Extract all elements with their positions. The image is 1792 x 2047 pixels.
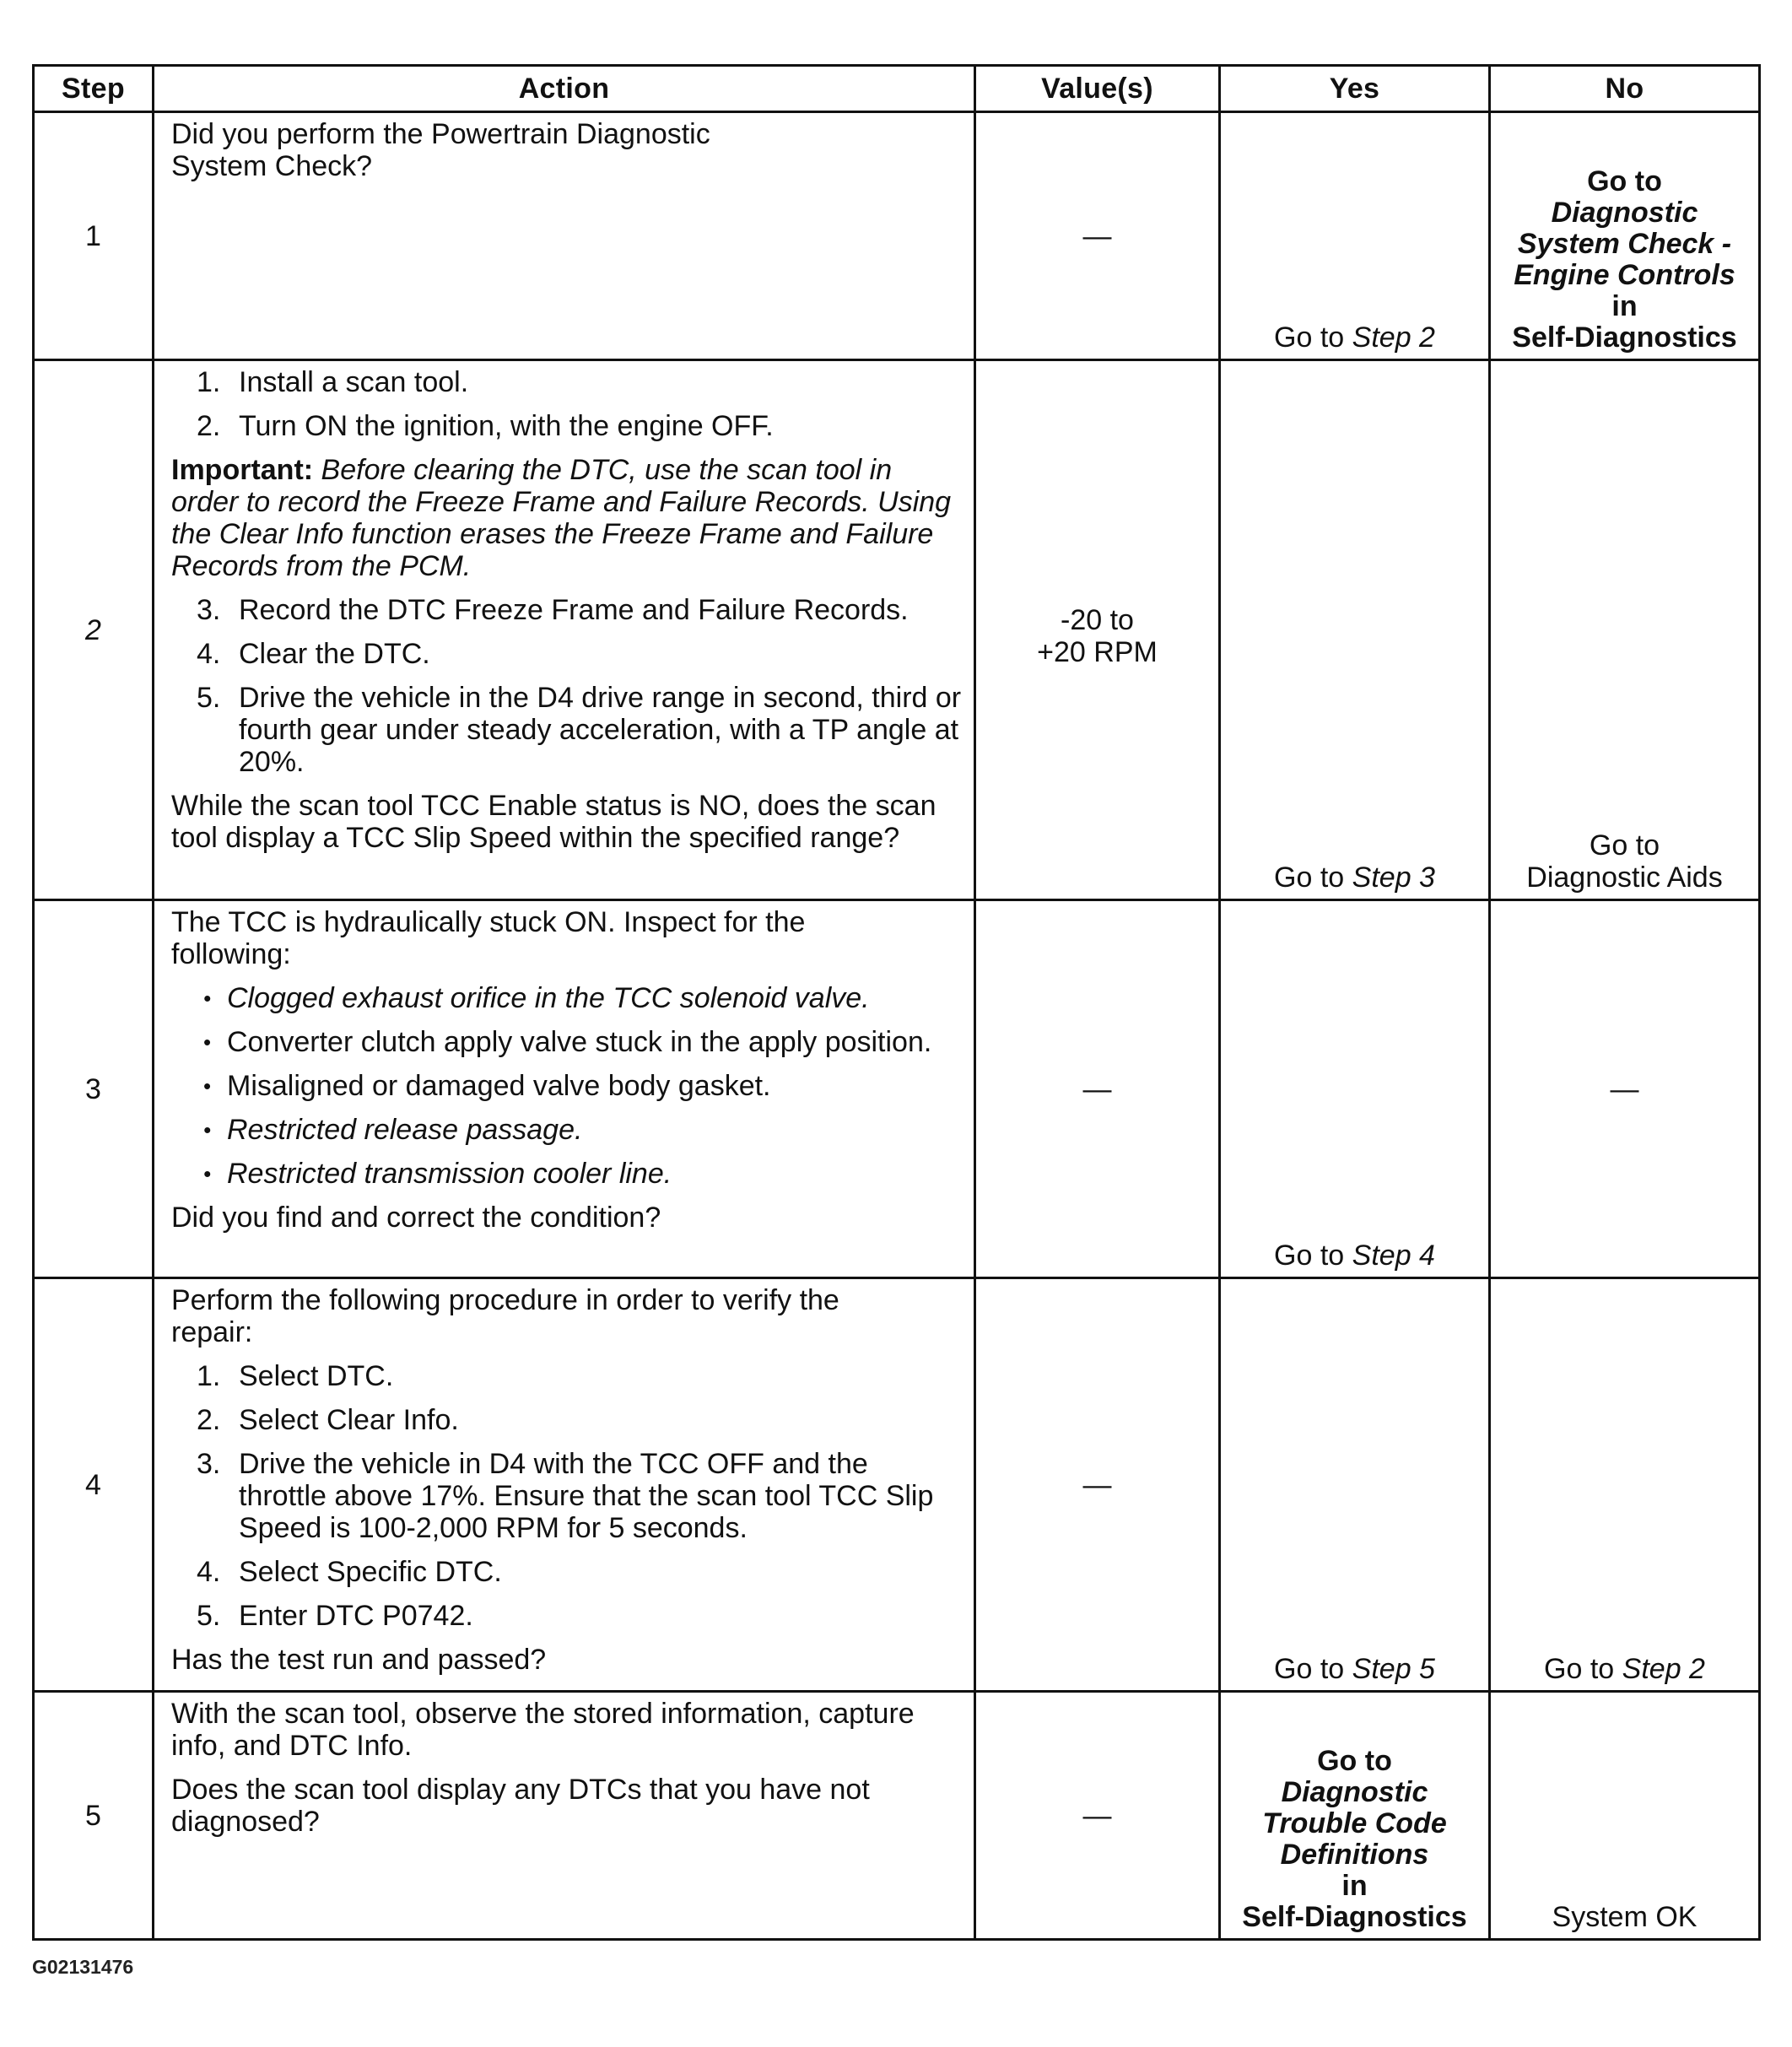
- yes-reference[interactable]: [1221, 1746, 1488, 1933]
- action-cell: [154, 1278, 975, 1692]
- no-step-link[interactable]: Step 2: [1622, 1653, 1705, 1685]
- step-number: 3: [34, 900, 154, 1278]
- yes-step-link[interactable]: Step 2: [1352, 321, 1435, 354]
- no-cell: [1490, 112, 1760, 360]
- yes-step-link[interactable]: Step 3: [1352, 861, 1435, 894]
- no-prefix: Go to: [1544, 1653, 1615, 1685]
- no-ref-line: Self-Diagnostics: [1512, 321, 1737, 354]
- figure-id: G02131476: [32, 1956, 134, 1978]
- no-cell: [1490, 900, 1760, 1278]
- no-cell: [1490, 1278, 1760, 1692]
- yes-prefix: Go to: [1274, 1653, 1345, 1685]
- action-text: The TCC is hydraulically stuck ON. Inspect for the following:: [171, 906, 806, 970]
- list-item: 2. Select Clear Info.: [197, 1404, 459, 1436]
- no-result: System OK: [1552, 1901, 1698, 1933]
- action-cell: [154, 1692, 975, 1940]
- numbered-list: [171, 594, 962, 778]
- action-question: Did you find and correct the condition?: [171, 1202, 661, 1234]
- yes-step-link[interactable]: Step 4: [1352, 1240, 1435, 1272]
- no-ref-line: Go to: [1589, 829, 1660, 861]
- yes-step-link[interactable]: Step 5: [1352, 1653, 1435, 1685]
- header-action: Action: [154, 66, 975, 112]
- value-cell: [975, 1278, 1220, 1692]
- yes-ref-line: Go to: [1317, 1745, 1392, 1777]
- list-item: • Misaligned or damaged valve body gasket.: [203, 1070, 771, 1102]
- value-cell: [975, 112, 1220, 360]
- list-item: • Restricted release passage.: [203, 1114, 583, 1146]
- no-ref-line: Diagnostic Aids: [1526, 861, 1723, 894]
- action-text: Did you perform the Powertrain Diagnostic System Check?: [171, 118, 710, 182]
- yes-ref-line: Self-Diagnostics: [1242, 1901, 1467, 1933]
- value-line: -20 to: [1061, 604, 1134, 636]
- table-row: [34, 900, 1760, 1278]
- no-dash: —: [1610, 1072, 1639, 1105]
- value-cell: [975, 900, 1220, 1278]
- action-question: Does the scan tool display any DTCs that you have not diagnosed?: [171, 1774, 870, 1838]
- yes-cell: [1220, 360, 1490, 900]
- yes-prefix: Go to: [1274, 861, 1345, 894]
- list-item: 4. Select Specific DTC.: [197, 1556, 502, 1588]
- action-cell: [154, 112, 975, 360]
- numbered-list: [171, 1360, 962, 1632]
- value-dash: —: [1082, 1799, 1112, 1832]
- yes-cell: [1220, 1278, 1490, 1692]
- important-label: Important:: [171, 454, 314, 486]
- important-note: [171, 454, 962, 582]
- yes-cell: [1220, 112, 1490, 360]
- table-row: [34, 360, 1760, 900]
- yes-ref-line: Diagnostic: [1281, 1776, 1428, 1808]
- action-question: Has the test run and passed?: [171, 1644, 547, 1676]
- yes-cell: [1220, 900, 1490, 1278]
- list-item: • Clogged exhaust orifice in the TCC solenoid valve.: [203, 982, 870, 1014]
- bullet-list: [171, 982, 962, 1190]
- list-item: 2. Turn ON the ignition, with the engine OFF.: [197, 410, 774, 442]
- important-text: Before clearing the DTC, use the scan tool in order to record the Freeze Frame and Failure Records. Using the Clear Info function erases the Freeze Frame and Failure Records from the PCM.: [171, 454, 952, 582]
- yes-prefix: Go to: [1274, 1240, 1345, 1272]
- action-text: Perform the following procedure in order to verify the repair:: [171, 1284, 839, 1348]
- table-row: [34, 1692, 1760, 1940]
- yes-cell: [1220, 1692, 1490, 1940]
- value-dash: —: [1082, 1468, 1112, 1501]
- list-item: 1. Install a scan tool.: [197, 366, 469, 398]
- step-number: 1: [34, 112, 154, 360]
- list-item: 1. Select DTC.: [197, 1360, 394, 1392]
- yes-ref-line: in: [1341, 1870, 1368, 1902]
- value-dash: —: [1082, 1072, 1112, 1105]
- step-number: 4: [34, 1278, 154, 1692]
- list-item: 3. Record the DTC Freeze Frame and Failure Records.: [197, 594, 909, 626]
- yes-prefix: Go to: [1274, 321, 1345, 354]
- action-cell: [154, 360, 975, 900]
- no-cell: [1490, 360, 1760, 900]
- value-line: +20 RPM: [1037, 636, 1158, 668]
- table-row: [34, 112, 1760, 360]
- list-item: • Restricted transmission cooler line.: [203, 1158, 672, 1190]
- no-reference[interactable]: [1491, 829, 1758, 894]
- value-cell: [975, 1692, 1220, 1940]
- list-item: 3. Drive the vehicle in D4 with the TCC OFF and the throttle above 17%. Ensure that the scan tool TCC Slip Speed is 100-2,000 RPM for 5 seconds.: [197, 1448, 934, 1544]
- list-item: 5. Drive the vehicle in the D4 drive range in second, third or fourth gear under steady acceleration, with a TP angle at 20%.: [197, 682, 962, 778]
- header-row: [34, 66, 1760, 112]
- header-values: Value(s): [975, 66, 1220, 112]
- action-question: While the scan tool TCC Enable status is NO, does the scan tool display a TCC Slip Speed within the specified range?: [171, 790, 936, 854]
- step-number: 2: [34, 360, 154, 900]
- no-cell: [1490, 1692, 1760, 1940]
- no-ref-line: System Check -: [1517, 228, 1732, 260]
- diagnostic-table: [32, 64, 1761, 1941]
- list-item: 5. Enter DTC P0742.: [197, 1600, 473, 1632]
- step-number: 5: [34, 1692, 154, 1940]
- list-item: • Converter clutch apply valve stuck in the apply position.: [203, 1026, 932, 1058]
- no-reference[interactable]: [1491, 166, 1758, 354]
- no-ref-line: Diagnostic: [1551, 197, 1698, 229]
- value-cell: [975, 360, 1220, 900]
- yes-ref-line: Trouble Code: [1262, 1807, 1447, 1839]
- header-step: Step: [34, 66, 154, 112]
- header-no: No: [1490, 66, 1760, 112]
- table-row: [34, 1278, 1760, 1692]
- list-item: 4. Clear the DTC.: [197, 638, 430, 670]
- action-text: With the scan tool, observe the stored information, capture info, and DTC Info.: [171, 1698, 915, 1762]
- action-cell: [154, 900, 975, 1278]
- value-dash: —: [1082, 219, 1112, 252]
- no-ref-line: Engine Controls: [1514, 259, 1735, 291]
- numbered-list: [171, 366, 962, 442]
- no-ref-line: Go to: [1587, 165, 1662, 197]
- no-ref-line: in: [1611, 290, 1638, 322]
- yes-ref-line: Definitions: [1280, 1839, 1429, 1871]
- header-yes: Yes: [1220, 66, 1490, 112]
